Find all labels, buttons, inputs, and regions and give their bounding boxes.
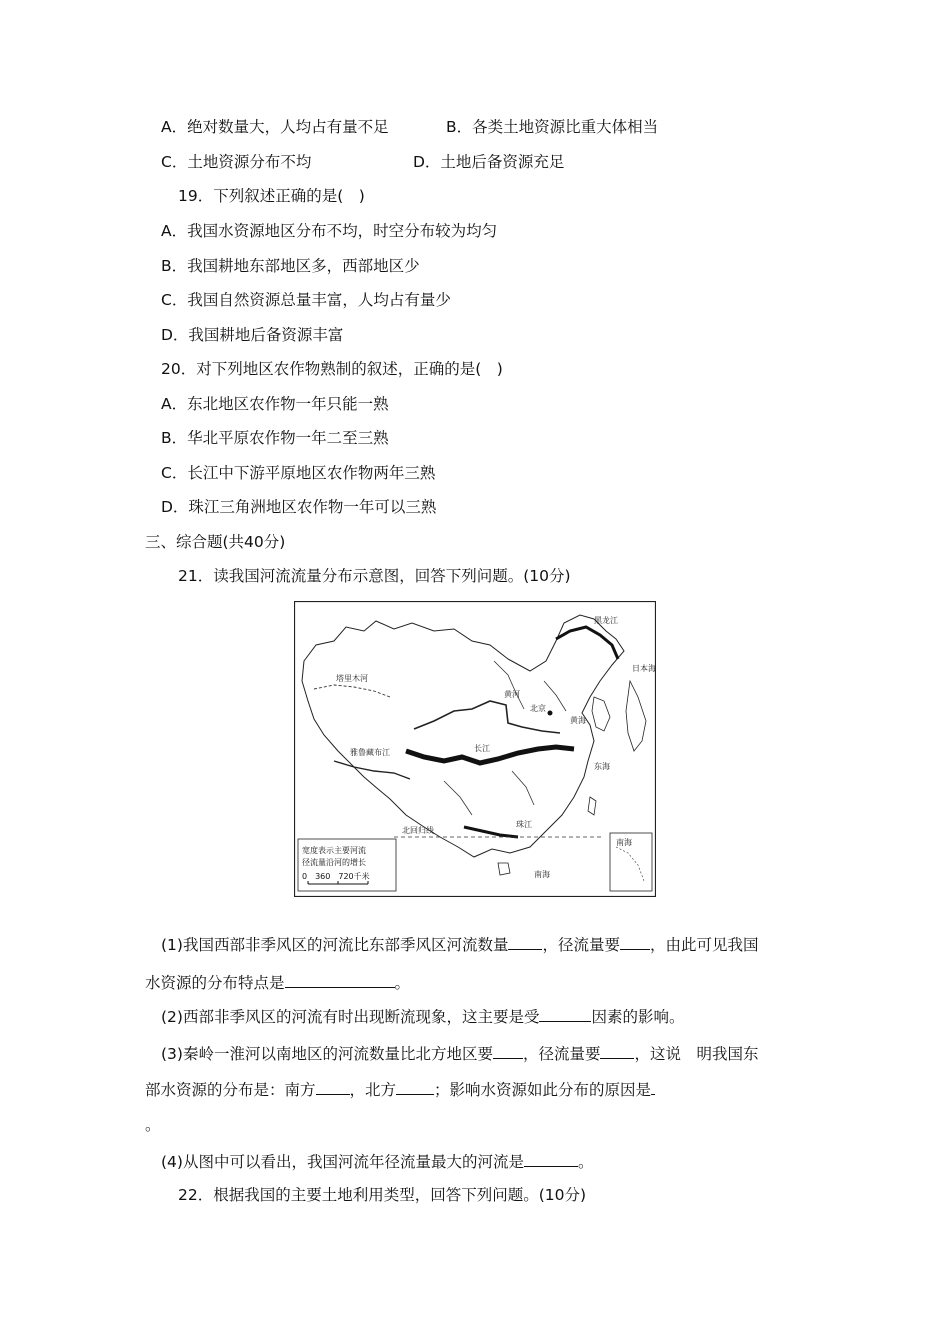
q21-p1-c: ，由此可见我国 [649,936,759,954]
answer-blank[interactable] [285,972,395,988]
q20-option-d: D．珠江三角洲地区农作物一年可以三熟 [161,498,437,516]
q21-p1-a: (1)我国西部非季风区的河流比东部季风区河流数量 [161,936,509,954]
legend-scale: 0 360 720千米 [302,872,370,881]
q19-option-b: B．我国耕地东部地区多，西部地区少 [161,257,420,275]
label-east-sea: 东海 [594,762,610,771]
q20-option-c: C．长江中下游平原地区农作物两年三熟 [161,464,436,482]
q21-p3-a: (3)秦岭一淮河以南地区的河流数量比北方地区要 [161,1045,493,1063]
q21-p3-e: ，北方 [349,1081,397,1099]
q21-p4-a: (4)从图中可以看出，我国河流年径流量最大的河流是 [161,1153,524,1171]
q21-p2-b: 因素的影响。 [591,1008,685,1026]
answer-blank[interactable] [600,1043,634,1059]
q21-stem: 21．读我国河流流量分布示意图，回答下列问题。(10分) [178,567,571,585]
q21-part1-line1 [161,934,759,955]
answer-blank[interactable] [316,1079,350,1095]
answer-blank[interactable] [508,934,542,950]
q21-p1-d: 水资源的分布特点是 [145,974,285,992]
answer-blank[interactable] [396,1079,434,1095]
q21-p1-b: ，径流量要 [542,936,620,954]
q20-option-b: B．华北平原农作物一年二至三熟 [161,429,389,447]
label-heilongjiang: 黑龙江 [594,616,618,625]
legend-line-2: 径流量沿河的增长 [302,858,366,867]
label-yarlung: 雅鲁藏布江 [350,748,390,757]
answer-blank[interactable] [493,1043,523,1059]
q19-option-a: A．我国水资源地区分布不均，时空分布较为均匀 [161,222,498,240]
label-yellow-river: 黄河 [504,690,520,699]
q21-part2 [161,1006,684,1027]
section-heading: 三、综合题(共40分) [145,533,286,551]
answer-blank[interactable] [651,1079,655,1095]
label-japan-sea: 日本海 [632,664,656,673]
q22-stem: 22．根据我国的主要土地利用类型，回答下列问题。(10分) [178,1186,587,1204]
q19-option-c: C．我国自然资源总量丰富，人均占有量少 [161,291,451,309]
q18-option-c: C．土地资源分布不均 [161,153,312,171]
q21-part3-line2 [145,1079,655,1100]
q20-stem: 20．对下列地区农作物熟制的叙述，正确的是( ) [161,360,503,378]
q21-part4 [161,1151,593,1172]
q21-p3-f: ；影响水资源如此分布的原因是 [434,1081,652,1099]
q19-stem: 19．下列叙述正确的是( ) [178,187,365,205]
q21-p1-e: 。 [394,974,411,992]
q20-option-a: A．东北地区农作物一年只能一熟 [161,395,389,413]
label-south-sea: 南海 [534,870,550,879]
label-tropic: 北回归线 [402,826,434,835]
label-tarim: 塔里木河 [336,674,368,683]
q21-part3-line1 [161,1043,759,1064]
answer-blank[interactable] [524,1151,578,1167]
label-beijing: 北京 [530,704,546,713]
q18-option-d: D．土地后备资源充足 [413,153,565,171]
q18-option-a: A．绝对数量大，人均占有量不足 [161,118,389,136]
label-south-sea-inset: 南海 [616,838,632,847]
q19-option-d: D．我国耕地后备资源丰富 [161,326,344,344]
q18-option-b: B．各类土地资源比重大体相当 [446,118,659,136]
label-huang-sea: 黄海 [570,716,586,725]
q21-part1-line2 [145,972,410,993]
label-pearl: 珠江 [516,820,532,829]
q21-p2-a: (2)西部非季风区的河流有时出现断流现象，这主要是受 [161,1008,540,1026]
q21-p4-b: 。 [577,1153,594,1171]
label-yangtze: 长江 [474,744,490,753]
china-river-flow-map [294,601,656,897]
q21-part3-line3: 。 [145,1116,161,1134]
q21-p3-c: ，这说 明我国东 [634,1045,759,1063]
answer-blank[interactable] [539,1006,591,1022]
answer-blank[interactable] [620,934,650,950]
legend-line-1: 宽度表示主要河流 [302,846,366,855]
q21-p3-b: ，径流量要 [522,1045,601,1063]
q21-p3-d: 部水资源的分布是：南方 [145,1081,316,1099]
